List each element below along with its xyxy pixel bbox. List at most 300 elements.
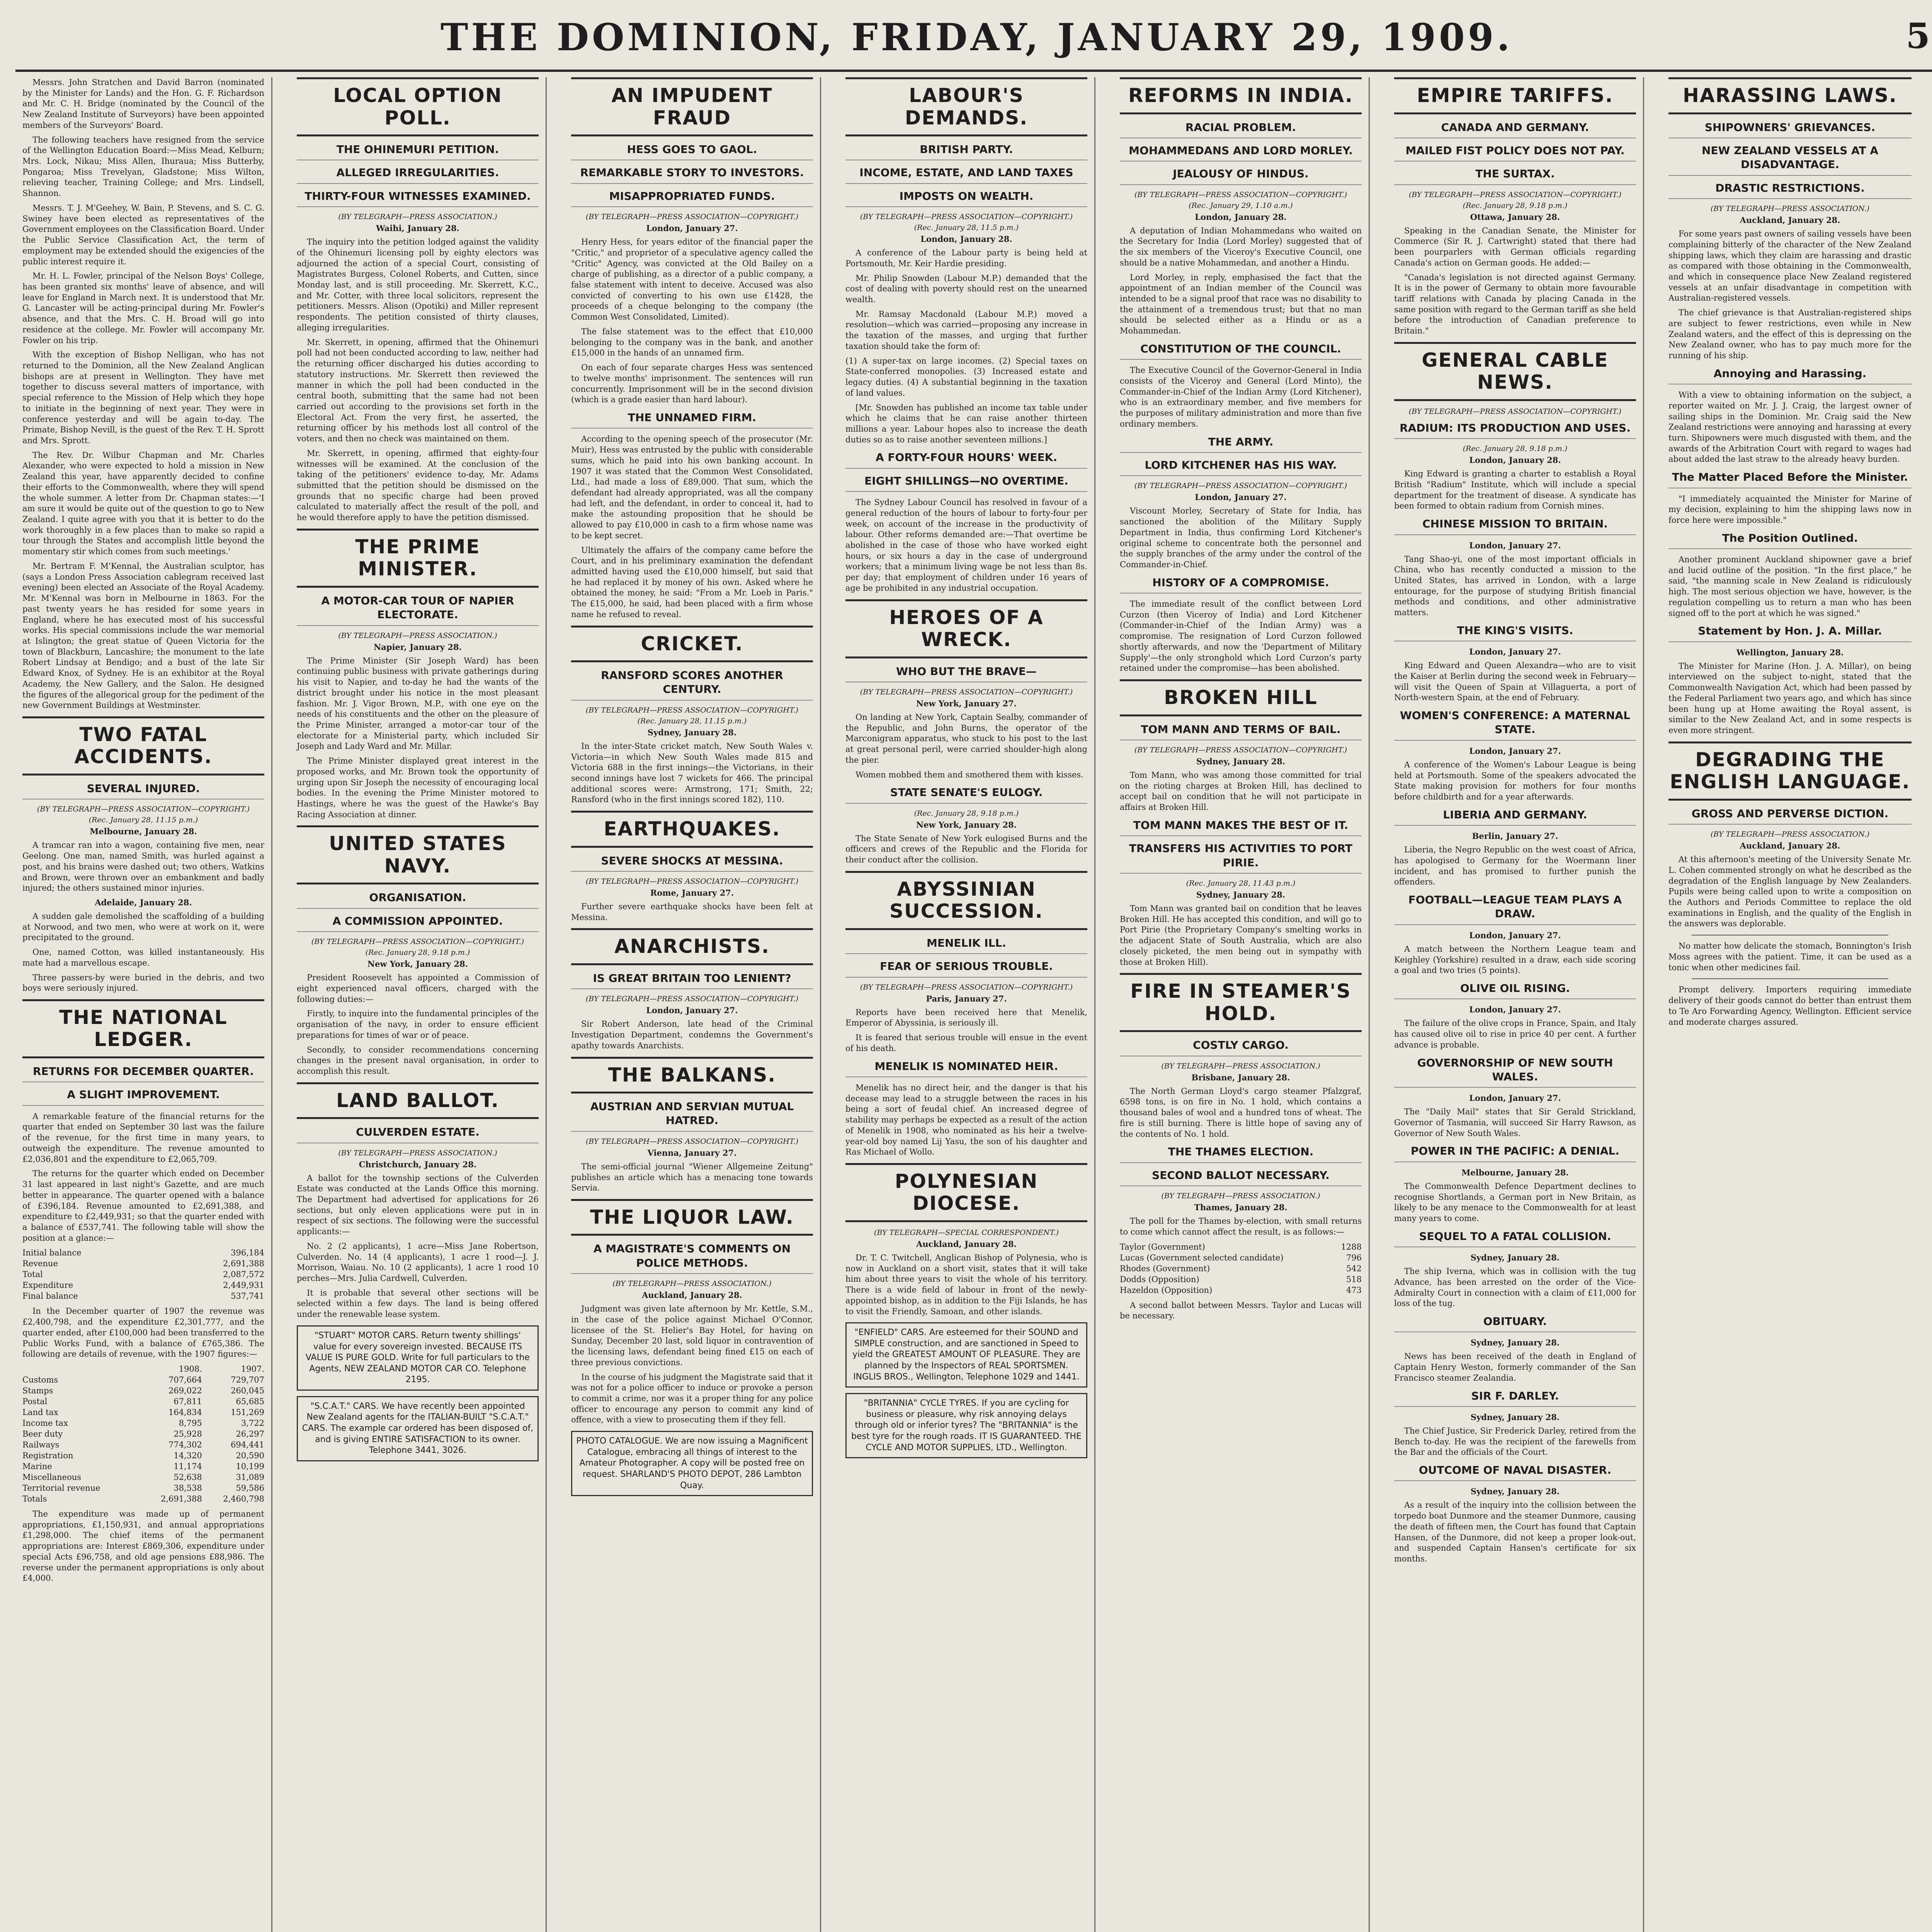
- byline: (BY TELEGRAPH—PRESS ASSOCIATION—COPYRIGHT.): [585, 706, 799, 714]
- dateline: Adelaide, January 28.: [95, 897, 192, 907]
- revenue-header-label: [22, 1364, 140, 1374]
- article-body: Mr. Skerrett, in opening, affirmed that eighty-four witnesses will be examined. At the conclusion of the taking of the petitioners' evidence to-day, Mr. Adams submitted that the petition should be dismissed on the grounds that no specific charge had been proved calculated to materially affect the result of the poll, and he would therefore apply to have the petition dismissed.: [297, 448, 539, 522]
- revenue-1908: 14,320: [173, 1451, 202, 1460]
- column-3: [564, 77, 821, 1932]
- byline: (BY TELEGRAPH—PRESS ASSOCIATION—COPYRIGHT.): [585, 877, 799, 886]
- column-4: [838, 77, 1095, 1932]
- dateline: Napier, January 28.: [374, 642, 462, 652]
- article-subheading: JEALOUSY OF HINDUS.: [1120, 167, 1362, 185]
- revenue-label: Postal: [22, 1396, 48, 1406]
- article-subheading: MISAPPROPRIATED FUNDS.: [571, 189, 813, 207]
- article-subheading: RACIAL PROBLEM.: [1120, 121, 1362, 138]
- dateline: Wellington, January 28.: [1736, 647, 1844, 657]
- revenue-1907: 729,707: [231, 1375, 264, 1384]
- article-subheading: SECOND BALLOT NECESSARY.: [1120, 1168, 1362, 1186]
- revenue-1907: 2,460,798: [223, 1494, 264, 1503]
- article-body: [Mr. Snowden has published an income tax table under which he claims that he can raise another thirteen millions a year. Labour hopes also to increase the death duties so as to raise another seventeen millions.]: [845, 403, 1087, 444]
- byline: (BY TELEGRAPH—PRESS ASSOCIATION.): [1710, 830, 1870, 839]
- table-row: [1120, 1285, 1362, 1296]
- revenue-label: Marine: [22, 1461, 52, 1471]
- dateline: Sydney, January 28.: [647, 727, 737, 737]
- article-body: Reports have been received here that Menelik, Emperor of Abyssinia, is seriously ill.: [845, 1007, 1087, 1028]
- news-paragraph: The following teachers have resigned from the service of the Wellington Education Board:—Miss Mead, Kelburn; Mrs. Lock, Nikau; Miss Allen, Ihuraua; Miss Butterby, Pongaroa; Miss Trevelyan, Gladstone; Miss Wilton, relieving teacher, Training College; and Mrs. Lindsell, Shannon.: [22, 135, 264, 198]
- news-paragraph: The Rev. Dr. Wilbur Chapman and Mr. Charles Alexander, who were expected to hold a mission in New Zealand this year, have apparently decided to confine their efforts to the Commonwealth, where they will spend the whole summer. A letter from Dr. Chapman states:—'I am sure it would be quite out of the question to go to New Zealand. I quite agree with you that it is better to do the work thoroughly in a few places than to make so rapid a tour through the States and accomplish little beyond the momentary stir which comes from such meetings.': [22, 450, 264, 556]
- table-row: [22, 1429, 264, 1439]
- article-body: Firstly, to inquire into the fundamental principles of the organisation of the navy, in order to ensure efficient preparations for times of war or of peace.: [297, 1009, 539, 1040]
- article-body: Menelik has no direct heir, and the danger is that his decease may lead to a struggle between the races in his being a sort of feudal chief. An increased degree of stability may perhaps be expected as a result of the action of Menelik in 1908, who nominated as his heir a twelve-year-old boy named Lij Yasu, the son of his daughter and Ras Michael of Wollo.: [845, 1083, 1087, 1157]
- article-body: Liberia, the Negro Republic on the west coast of Africa, has apologised to Germany for the Woermann liner incident, and has promised to further punish the offenders.: [1394, 845, 1636, 887]
- dateline: London, January 27.: [1469, 746, 1561, 756]
- byline: (BY TELEGRAPH—PRESS ASSOCIATION.): [1161, 1061, 1320, 1070]
- revenue-1907: 260,045: [231, 1386, 264, 1395]
- dateline: London, January 27.: [1469, 1005, 1561, 1015]
- candidate-votes: 518: [1346, 1274, 1362, 1284]
- byline: (BY TELEGRAPH—PRESS ASSOCIATION—COPYRIGHT.): [585, 995, 799, 1003]
- article-body: With a view to obtaining information on the subject, a reporter waited on Mr. J. J. Craig, the largest owner of sailing ships in the Dominion. Mr. Craig said the New Zealand restrictions were annoying and harassing at every turn. Shipowners were much disgusted with them, and the awards of the Arbitration Court with regard to wages had about added the last straw to the already heavy burden.: [1668, 390, 1912, 464]
- advertisement: "S.C.A.T." CARS. We have recently been appointed New Zealand agents for the ITALIAN-BUILT "S.C.A.T." CARS. The example car ordered has been disposed of, and is giving ENTIRE SATISFACTION to its owner. Telephone 3441, 3026.: [297, 1396, 539, 1461]
- revenue-label: Totals: [22, 1494, 47, 1503]
- article-subheading: THE UNNAMED FIRM.: [571, 411, 813, 429]
- article-headline: GENERAL CABLE NEWS.: [1394, 342, 1636, 401]
- article-subheading: SEQUEL TO A FATAL COLLISION.: [1394, 1230, 1636, 1247]
- article-body: A conference of the Labour party is being held at Portsmouth, Mr. Keir Hardie presiding.: [845, 248, 1087, 268]
- article-body: The failure of the olive crops in France, Spain, and Italy has caused olive oil to rise in price 40 per cent. A further advance is probable.: [1394, 1019, 1636, 1049]
- article-subheading: The Position Outlined.: [1668, 531, 1912, 549]
- dateline: London, January 27.: [646, 1005, 738, 1015]
- column-1: [15, 77, 272, 1932]
- revenue-label: Stamps: [22, 1386, 53, 1395]
- article-body: Three passers-by were buried in the debris, and two boys were seriously injured.: [22, 973, 264, 993]
- ledger-table: [22, 1247, 264, 1301]
- article-subheading: ORGANISATION.: [297, 891, 539, 908]
- byline: (BY TELEGRAPH—PRESS ASSOCIATION.): [1161, 1192, 1320, 1201]
- article-body: The inquiry into the petition lodged against the validity of the Ohinemuri licensing poll by eighty electors was adjourned the action of a special Court, consisting of Magistrates Burgess, Colonel Roberts, and Cutten, since Monday last, and is still proceeding. Mr. Skerrett, K.C., and Mr. Cotter, with three local solicitors, represent the petitioners. Messrs. Alison (Opotiki) and Miller represent respondents. The petition consisted of thirty clauses, alleging irregularities.: [297, 237, 539, 332]
- byline: (BY TELEGRAPH—PRESS ASSOCIATION.): [338, 1148, 497, 1157]
- article-body: Sir Robert Anderson, late head of the Criminal Investigation Department, condemns the Government's apathy towards Anarchists.: [571, 1019, 813, 1050]
- revenue-1908: 269,022: [168, 1386, 202, 1395]
- article-subheading: LORD KITCHENER HAS HIS WAY.: [1120, 458, 1362, 476]
- dateline: London, January 28.: [1195, 212, 1287, 222]
- byline: (BY TELEGRAPH—PRESS ASSOCIATION—COPYRIGHT.): [585, 213, 799, 221]
- byline: (BY TELEGRAPH—PRESS ASSOCIATION—COPYRIGHT.): [1134, 481, 1347, 490]
- column-7: [1662, 77, 1918, 1932]
- article-body: According to the opening speech of the prosecutor (Mr. Muir), Hess was entrusted by the public with considerable sums, which he paid into his own banking account. In 1907 it was stated that the Common West Consolidated, Ltd., had made a loss of £89,000. That sum, which the defendant had already appropriated, was all the company had left, and the defendant, in order to conceal it, had to make the astounding proposition that he should be allowed to pay £10,000 in cash to a firm whose name was to be kept secret.: [571, 434, 813, 540]
- article-subheading: THIRTY-FOUR WITNESSES EXAMINED.: [297, 189, 539, 207]
- revenue-label: Land tax: [22, 1407, 58, 1417]
- article-body: A remarkable feature of the financial returns for the quarter that ended on September 30 last was the failure of the revenue, for the first time in many years, to outweigh the expenditure. The revenue amounted to £2,036,801 and the expenditure to £2,065,709.: [22, 1111, 264, 1164]
- article-subheading: BRITISH PARTY.: [845, 143, 1087, 160]
- article-body: The Chief Justice, Sir Frederick Darley, retired from the Bench to-day. He was the recipient of the farewells from the Bar and the officials of the Court.: [1394, 1426, 1636, 1457]
- revenue-1907: 59,586: [236, 1483, 264, 1493]
- article-subheading: DRASTIC RESTRICTIONS.: [1668, 181, 1912, 199]
- article-body: Speaking in the Canadian Senate, the Minister for Commerce (Sir R. J. Cartwright) stated that there had been pourparlers with German officials regarding Canada's action on German goods. He added:—: [1394, 226, 1636, 267]
- candidate-name: Rhodes (Government): [1120, 1264, 1210, 1273]
- table-row: [1120, 1274, 1362, 1285]
- article-body: Secondly, to consider recommendations concerning changes in the present naval organisation, in order to accomplish this result.: [297, 1045, 539, 1076]
- article-body: The State Senate of New York eulogised Burns and the officers and crews of the Republic and the Florida for their conduct after the collision.: [845, 833, 1087, 865]
- article-subheading: EIGHT SHILLINGS—NO OVERTIME.: [845, 474, 1087, 492]
- byline: (BY TELEGRAPH—PRESS ASSOCIATION—COPYRIGHT.): [311, 937, 524, 946]
- article-headline: THE PRIME MINISTER.: [297, 529, 539, 588]
- article-subheading: WHO BUT THE BRAVE—: [845, 665, 1087, 682]
- revenue-1908: 67,811: [173, 1396, 202, 1406]
- article-subheading: CANADA AND GERMANY.: [1394, 121, 1636, 138]
- article-subheading: RADIUM: ITS PRODUCTION AND USES.: [1394, 421, 1636, 439]
- ledger-label: Total: [22, 1270, 43, 1279]
- article-subheading: FEAR OF SERIOUS TROUBLE.: [845, 959, 1087, 977]
- article-headline: HEROES OF A WRECK.: [845, 599, 1087, 658]
- article-body: The false statement was to the effect that £10,000 belonging to the company was in the bank, and another £15,000 in the hands of an unnamed firm.: [571, 327, 813, 358]
- article-headline: CRICKET.: [571, 626, 813, 663]
- revenue-1907: 151,269: [231, 1407, 264, 1417]
- revenue-1908: 38,538: [173, 1483, 202, 1493]
- received-time: (Rec. January 28, 11.5 p.m.): [914, 223, 1019, 232]
- news-paragraph: Messrs. T. J. M'Geehey, W. Bain, P. Stevens, and S. C. G. Swiney have been elected as representatives of the Government employees on the Classification Board. Under the Public Service Classification Act, the term of employment may be extended should the exigencies of the public interest require it.: [22, 203, 264, 266]
- dateline: New York, January 28.: [916, 820, 1017, 830]
- column-6: [1387, 77, 1644, 1932]
- dateline: London, January 27.: [646, 223, 738, 233]
- byline: (BY TELEGRAPH—PRESS ASSOCIATION.): [612, 1279, 772, 1288]
- revenue-1907: 31,089: [236, 1472, 264, 1482]
- article-body: On landing at New York, Captain Sealby, commander of the Republic, and John Burns, the operator of the Marconigram apparatus, who stuck to his post to the last at great personal peril, were carried shoulder-high along the pier.: [845, 713, 1087, 765]
- article-body: Mr. Skerrett, in opening, affirmed that the Ohinemuri poll had not been conducted according to law, neither had the returning officer discharged his duties according to statutory instructions. Mr. Skerrett then reviewed the manner in which the poll had been conducted in the central booth, submitting that the same had not been carried out according to the provisions set forth in the Electoral Act. From the very first, he asserted, the returning officer by his methods lost all control of the voters, and then no check was maintained on them.: [297, 337, 539, 444]
- article-subheading: TRANSFERS HIS ACTIVITIES TO PORT PIRIE.: [1120, 842, 1362, 874]
- article-subheading: MAILED FIST POLICY DOES NOT PAY.: [1394, 144, 1636, 162]
- revenue-label: Registration: [22, 1451, 73, 1460]
- article-body: The ship Iverna, which was in collision with the tug Advance, has been arrested on the order of the Vice-Admiralty Court in connection with a claim of £11,000 for loss of the tug.: [1394, 1267, 1636, 1308]
- article-body: The semi-official journal "Wiener Allgemeine Zeitung" publishes an article which has a menacing tone towards Servia.: [571, 1162, 813, 1193]
- article-headline: THE NATIONAL LEDGER.: [22, 999, 264, 1058]
- article-body: One, named Cotton, was killed instantaneously. His mate had a marvellous escape.: [22, 947, 264, 968]
- table-row: [22, 1396, 264, 1407]
- byline: (BY TELEGRAPH—PRESS ASSOCIATION—COPYRIGHT.): [860, 983, 1073, 992]
- article-headline: AN IMPUDENT FRAUD: [571, 77, 813, 136]
- article-list: (1) A super-tax on large incomes. (2) Special taxes on State-conferred monopolies. (3) Increased estate and legacy duties. (4) A substantial beginning in the taxation of land values.: [845, 356, 1087, 398]
- article-headline: THE BALKANS.: [571, 1057, 813, 1094]
- dateline: London, January 27.: [1195, 492, 1287, 502]
- ledger-value: 396,184: [231, 1248, 264, 1258]
- ledger-value: 2,087,572: [223, 1270, 264, 1279]
- article-body: As a result of the inquiry into the collision between the torpedo boat Dunmore and the steamer Dunmore, causing the death of fifteen men, the Court has found that Captain Hansen, of the Dunmore, did not keep a proper look-out, and suspended Captain Hansen's certificate for six months.: [1394, 1500, 1636, 1564]
- revenue-1908: 25,928: [173, 1429, 202, 1439]
- byline: (BY TELEGRAPH—PRESS ASSOCIATION.): [1710, 204, 1870, 213]
- column-2: [290, 77, 547, 1932]
- byline: (BY TELEGRAPH—PRESS ASSOCIATION—COPYRIGHT.): [37, 805, 250, 814]
- revenue-1908: 52,638: [173, 1472, 202, 1482]
- article-body: Dr. T. C. Twitchell, Anglican Bishop of Polynesia, who is now in Auckland on a short visit, states that it will take him about three years to visit the whole of his territory. There is a wide field of labour in front of the newly-appointed bishop, as in addition to the Fiji Islands, he has to visit the Friendly, Samoan, and other islands.: [845, 1253, 1087, 1316]
- revenue-label: Customs: [22, 1375, 58, 1384]
- article-subheading: HESS GOES TO GAOL.: [571, 143, 813, 160]
- article-subheading: MENELIK IS NOMINATED HEIR.: [845, 1060, 1087, 1077]
- table-row: [22, 1450, 264, 1461]
- revenue-1907: 694,441: [231, 1440, 264, 1449]
- table-row: [22, 1291, 264, 1301]
- article-subheading: STATE SENATE'S EULOGY.: [845, 786, 1087, 803]
- article-subheading: THE SURTAX.: [1394, 167, 1636, 185]
- article-body: At this afternoon's meeting of the University Senate Mr. L. Cohen commented strongly on what he described as the degradation of the English language by New Zealanders. Pupils were being called upon to write a composition on the Authors and Periods Committee to replace the old examinations in English, and the quality of the English in the answers was deplorable.: [1668, 855, 1912, 929]
- article-subheading: Annoying and Harassing.: [1668, 367, 1912, 384]
- table-row: [22, 1472, 264, 1483]
- article-subheading: The Matter Placed Before the Minister.: [1668, 470, 1912, 488]
- advertisement: PHOTO CATALOGUE. We are now issuing a Magnificent Catalogue, embracing all things of interest to the Amateur Photographer. A copy will be posted free on request. SHARLAND'S PHOTO DEPOT, 286 Lambton Quay.: [571, 1431, 813, 1496]
- article-body: Mr. Philip Snowden (Labour M.P.) demanded that the cost of dealing with poverty should rest on the unearned wealth.: [845, 273, 1087, 304]
- article-body: The returns for the quarter which ended on December 31 last appeared in last night's Gazette, and are much better in appearance. The quarter opened with a balance of £396,184. Revenue amounted to £2,691,388, and expenditure to £2,449,931; so that the quarter ended with a balance of £537,741. The following table will show the position at a glance:—: [22, 1169, 264, 1243]
- byline: (BY TELEGRAPH—PRESS ASSOCIATION.): [338, 213, 497, 221]
- article-headline: EARTHQUAKES.: [571, 811, 813, 848]
- ledger-label: Final balance: [22, 1291, 78, 1301]
- dateline: Sydney, January 28.: [1470, 1253, 1560, 1263]
- article-headline: LOCAL OPTION POLL.: [297, 77, 539, 136]
- revenue-header-1907: 1907.: [241, 1364, 264, 1374]
- dateline: London, January 27.: [1469, 647, 1561, 657]
- article-body: Tang Shao-yi, one of the most important officials in China, who has recently conducted a mission to the United States, has arrived in London, with a large entourage, for the purpose of studying British financial methods and conditions, and other administrative matters.: [1394, 554, 1636, 617]
- article-subheading: GROSS AND PERVERSE DICTION.: [1668, 807, 1912, 825]
- dateline: Auckland, January 28.: [1740, 215, 1840, 225]
- byline: (BY TELEGRAPH—PRESS ASSOCIATION—COPYRIGHT.): [860, 213, 1073, 221]
- received-time: (Rec. January 28, 11.15 p.m.): [637, 716, 747, 725]
- dateline: Auckland, January 28.: [1740, 841, 1840, 851]
- candidate-name: Lucas (Government selected candidate): [1120, 1253, 1284, 1262]
- dateline: London, January 27.: [1469, 1093, 1561, 1103]
- article-subheading: LIBERIA AND GERMANY.: [1394, 808, 1636, 826]
- article-headline: ANARCHISTS.: [571, 928, 813, 965]
- dateline: Sydney, January 28.: [1470, 1486, 1560, 1497]
- candidate-name: Hazeldon (Opposition): [1120, 1285, 1213, 1295]
- article-body: King Edward is granting a charter to establish a Royal British "Radium" Institute, which will include a special department for the treatment of disease. A syndicate has been formed to obtain radium from Cornish mines.: [1394, 469, 1636, 511]
- article-subheading: OLIVE OIL RISING.: [1394, 981, 1636, 999]
- article-body: A match between the Northern League team and Keighley (Yorkshire) resulted in a draw, each side scoring a goal and two tries (5 points).: [1394, 944, 1636, 975]
- table-row: [22, 1258, 264, 1269]
- table-row: [1120, 1263, 1362, 1274]
- article-headline: DEGRADING THE ENGLISH LANGUAGE.: [1668, 742, 1912, 801]
- table-row: [22, 1483, 264, 1493]
- table-row: [22, 1407, 264, 1418]
- article-subheading: IMPOSTS ON WEALTH.: [845, 189, 1087, 207]
- article-body: No. 2 (2 applicants), 1 acre—Miss Jane Robertson, Culverden. No. 14 (4 applicants), 1 acre 1 rood—J. J. Morrison, Waiau. No. 10 (2 applicants), 1 acre 1 rood 10 perches—Mrs. Julia Cardwell, Culverden.: [297, 1241, 539, 1283]
- candidate-votes: 796: [1346, 1253, 1362, 1262]
- article-subheading: REMARKABLE STORY TO INVESTORS.: [571, 166, 813, 184]
- article-body: News has been received of the death in England of Captain Henry Weston, formerly commander of the San Francisco steamer Zealandia.: [1394, 1352, 1636, 1383]
- article-subheading: THE THAMES ELECTION.: [1120, 1145, 1362, 1163]
- article-subheading: MOHAMMEDANS AND LORD MORLEY.: [1120, 144, 1362, 162]
- ledger-value: 2,691,388: [223, 1259, 264, 1269]
- article-subheading: SEVERAL INJURED.: [22, 782, 264, 799]
- page-number: 5: [1906, 15, 1930, 56]
- article-subheading: HISTORY OF A COMPROMISE.: [1120, 576, 1362, 594]
- article-subheading: TOM MANN MAKES THE BEST OF IT.: [1120, 818, 1362, 836]
- dateline: Sydney, January 28.: [1470, 1412, 1560, 1422]
- article-body: King Edward and Queen Alexandra—who are to visit the Kaiser at Berlin during the second week in February—will visit the Queen of Spain at Villaguerta, a port of North-western Spain, at the end of February.: [1394, 661, 1636, 702]
- divider: [1692, 978, 1888, 979]
- article-subheading: CULVERDEN ESTATE.: [297, 1125, 539, 1143]
- article-subheading: A SLIGHT IMPROVEMENT.: [22, 1088, 264, 1105]
- article-subheading: OUTCOME OF NAVAL DISASTER.: [1394, 1463, 1636, 1481]
- revenue-1907: 65,685: [236, 1396, 264, 1406]
- article-body: Viscount Morley, Secretary of State for India, has sanctioned the abolition of the Military Supply Department in India, thus confirming Lord Kitchener's original scheme to concentrate both the personnel and the supply branches of the army under the control of the Commander-in-Chief.: [1120, 506, 1362, 569]
- table-row: [22, 1439, 264, 1450]
- table-row: [22, 1493, 264, 1504]
- article-subheading: WOMEN'S CONFERENCE: A MATERNAL STATE.: [1394, 709, 1636, 741]
- article-body: President Roosevelt has appointed a Commission of eight experienced naval officers, charged with the following duties:—: [297, 973, 539, 1004]
- received-time: (Rec. January 28, 11.15 p.m.): [88, 816, 198, 825]
- article-headline: FIRE IN STEAMER'S HOLD.: [1120, 973, 1362, 1032]
- article-body: Tom Mann, who was among those committed for trial on the rioting charges at Broken Hill, has declined to accept bail on condition that he will not participate in affairs at Broken Hill.: [1120, 770, 1362, 812]
- article-subheading: SIR F. DARLEY.: [1394, 1389, 1636, 1407]
- article-body: In the December quarter of 1907 the revenue was £2,400,798, and the expenditure £2,301,777, and the quarter ended, after £100,000 had been transferred to the Public Works Fund, with a balance of £765,386. The following are details of revenue, with the 1907 figures:—: [22, 1306, 264, 1359]
- advertisement: "STUART" MOTOR CARS. Return twenty shillings' value for every sovereign invested. BECAUSE ITS VALUE IS PURE GOLD. Write for full particulars to the Agents, NEW ZEALAND MOTOR CAR CO. Telephone 2195.: [297, 1325, 539, 1391]
- article-subheading: THE OHINEMURI PETITION.: [297, 143, 539, 160]
- ledger-value: 537,741: [231, 1291, 264, 1301]
- article-body: The Minister for Marine (Hon. J. A. Millar), on being interviewed on the subject to-night, stated that the Commonwealth Navigation Act, which had been passed by the Federal Parliament two years ago, and which has since been hung up at Home awaiting the Royal assent, is similar to the New Zealand Act, and in some respects is even more stringent.: [1668, 661, 1912, 735]
- revenue-1907: 20,590: [236, 1451, 264, 1460]
- revenue-1907: 3,722: [241, 1418, 264, 1428]
- article-body: The chief grievance is that Australian-registered ships are subject to fewer restrictions, even while in New Zealand waters, and the effect of this is depressing on the New Zealand owner, who has to pay much more for the running of his ship.: [1668, 308, 1912, 360]
- revenue-1907: 26,297: [236, 1429, 264, 1439]
- article-subheading: A COMMISSION APPOINTED.: [297, 914, 539, 932]
- news-paragraph: Mr. Bertram F. M'Kennal, the Australian sculptor, has (says a London Press Association cablegram received last evening) been elected an Associate of the Royal Academy. Mr. M'Kennal was born in Melbourne in 1863. For the past twenty years he has resided for some years in England, where he has executed most of his successful works. His special commissions include the war memorial at Islington; the great statue of Queen Victoria for the town of Blackburn, Lancashire; the monument to the late Robert Lindsay at Bendigo; and a bust of the late Sir Edward Knox, of Sydney. He is an exhibitor at the Royal Academy, the New Gallery, and the Salon. He designed the figures of the allegorical group for the pediment of the new Government Buildings at Westminster.: [22, 561, 264, 710]
- article-subheading: GOVERNORSHIP OF NEW SOUTH WALES.: [1394, 1056, 1636, 1088]
- article-body: "I immediately acquainted the Minister for Marine of my decision, explaining to him the shipping laws now in force here were impossible.": [1668, 494, 1912, 525]
- revenue-label: Miscellaneous: [22, 1472, 82, 1482]
- dateline: Berlin, January 27.: [1472, 831, 1558, 841]
- dateline: Ottawa, January 28.: [1470, 212, 1560, 222]
- article-headline: POLYNESIAN DIOCESE.: [845, 1163, 1087, 1222]
- dateline: Sydney, January 28.: [1196, 756, 1286, 766]
- table-row: [22, 1374, 264, 1385]
- dateline: London, January 28.: [1469, 455, 1561, 465]
- article-body: In the course of his judgment the Magistrate said that it was not for a police officer to induce or provoke a person to commit a crime, nor was it a proper thing for any police officer to encourage any person to commit any kind of offence, with a view to prosecuting them if they fell.: [571, 1372, 813, 1425]
- article-subheading: INCOME, ESTATE, AND LAND TAXES: [845, 166, 1087, 184]
- article-subheading: SEVERE SHOCKS AT MESSINA.: [571, 854, 813, 872]
- article-subheading: IS GREAT BRITAIN TOO LENIENT?: [571, 971, 813, 989]
- revenue-1908: 8,795: [179, 1418, 202, 1428]
- article-subheading: Statement by Hon. J. A. Millar.: [1668, 624, 1912, 642]
- byline: (BY TELEGRAPH—PRESS ASSOCIATION—COPYRIGHT.): [1408, 407, 1622, 416]
- table-row: [22, 1385, 264, 1396]
- revenue-1907: 10,199: [236, 1461, 264, 1471]
- byline: (BY TELEGRAPH—PRESS ASSOCIATION—COPYRIGHT.): [860, 688, 1073, 697]
- dateline: London, January 28.: [920, 234, 1012, 244]
- table-row: [22, 1247, 264, 1258]
- dateline: Sydney, January 28.: [1470, 1338, 1560, 1348]
- byline: (BY TELEGRAPH—SPECIAL CORRESPONDENT.): [874, 1228, 1059, 1237]
- article-subheading: A MOTOR-CAR TOUR OF NAPIER ELECTORATE.: [297, 594, 539, 626]
- masthead-title: THE DOMINION, FRIDAY, JANUARY 29, 1909.: [440, 15, 1513, 59]
- table-row: [22, 1461, 264, 1472]
- article-body: Women mobbed them and smothered them with kisses.: [855, 770, 1083, 779]
- revenue-1908: 11,174: [173, 1461, 202, 1471]
- received-time: (Rec. January 29, 1.10 a.m.): [1189, 201, 1293, 210]
- article-body: A second ballot between Messrs. Taylor and Lucas will be necessary.: [1120, 1300, 1362, 1321]
- article-body: Mr. Ramsay Macdonald (Labour M.P.) moved a resolution—which was carried—proposing any increase in the taxation of the masses, and urging that further taxation should take the form of:: [845, 309, 1087, 351]
- article-subheading: AUSTRIAN AND SERVIAN MUTUAL HATRED.: [571, 1100, 813, 1132]
- article-body: Henry Hess, for years editor of the financial paper the "Critic," and proprietor of a speculative agency called the "Critic" Agency, was convicted at the Old Bailey on a charge of publishing, as a director of a public company, a false statement with intent to deceive. Accused was also convicted of converting to his own use £1428, the proceeds of a cheque belonging to the company (the Common West Consolidated, Limited).: [571, 237, 813, 322]
- advertisement: "ENFIELD" CARS. Are esteemed for their SOUND and SIMPLE construction, and are sanctioned in Speed to yield the GREATEST AMOUNT OF PLEASURE. They are planned by the Inspectors of REAL SPORTSMEN. INGLIS BROS., Wellington, Telephone 1029 and 1441.: [845, 1322, 1087, 1388]
- article-subheading: CONSTITUTION OF THE COUNCIL.: [1120, 342, 1362, 360]
- article-body: A sudden gale demolished the scaffolding of a building at Norwood, and two men, who were at work on it, were precipitated to the ground.: [22, 911, 264, 942]
- revenue-1908: 164,834: [168, 1407, 202, 1417]
- article-headline: ABYSSINIAN SUCCESSION.: [845, 871, 1087, 930]
- dateline: Waihi, January 28.: [376, 223, 459, 233]
- article-subheading: NEW ZEALAND VESSELS AT A DISADVANTAGE.: [1668, 144, 1912, 176]
- byline: (BY TELEGRAPH—PRESS ASSOCIATION—COPYRIGHT.): [1134, 190, 1347, 199]
- article-body: In the inter-State cricket match, New South Wales v. Victoria—in which New South Wales made 815 and Victoria 688 in the first innings—the Victorians, in their second innings have lost 7 wickets for 466. The principal additional scores were: Armstrong, 171; Smith, 22; Ransford (who in the first innings scored 182), 110.: [571, 741, 813, 804]
- article-body: Another prominent Auckland shipowner gave a brief and lucid outline of the position. "In the first place," he said, "the manning scale in New Zealand is ridiculously high. The most serious objection we have, however, is the regulation compelling us to return a man who has been signed off to the port at which he was signed.": [1668, 555, 1912, 618]
- revenue-1908: 707,664: [168, 1375, 202, 1384]
- article-subheading: A FORTY-FOUR HOURS' WEEK.: [845, 451, 1087, 468]
- article-headline: TWO FATAL ACCIDENTS.: [22, 716, 264, 776]
- byline: (BY TELEGRAPH—PRESS ASSOCIATION—COPYRIGHT.): [1134, 745, 1347, 754]
- article-body: Judgment was given late afternoon by Mr. Kettle, S.M., in the case of the police against Michael O'Connor, licensee of the St. Helier's Bay Hotel, for having on Sunday, December 20 last, sold liquor in contravention of the licensing laws, defendant being fined £15 on each of three previous convictions.: [571, 1304, 813, 1367]
- byline: (BY TELEGRAPH—PRESS ASSOCIATION—COPYRIGHT.): [585, 1137, 799, 1146]
- article-body: It is feared that serious trouble will ensue in the event of his death.: [845, 1033, 1087, 1053]
- article-body: Tom Mann was granted bail on condition that he leaves Broken Hill. He has accepted this condition, and will go to Port Pirie (the Proprietary Company's smelting works in the adjacent State of South Australia, which are also closely picketed, the men being out in sympathy with those at Broken Hill).: [1120, 904, 1362, 967]
- received-time: (Rec. January 28, 9.18 p.m.): [365, 948, 470, 957]
- article-subheading: RANSFORD SCORES ANOTHER CENTURY.: [571, 668, 813, 701]
- article-body: Lord Morley, in reply, emphasised the fact that the appointment of an Indian member of the Council was intended to be a signal proof that race was no disability to the attainment of a tremendous trust; but that no man should be selected either as a Hindu or as a Mohammedan.: [1120, 272, 1362, 336]
- ledger-label: Initial balance: [22, 1248, 82, 1258]
- article-subheading: FOOTBALL—LEAGUE TEAM PLAYS A DRAW.: [1394, 893, 1636, 925]
- candidate-votes: 542: [1346, 1264, 1362, 1273]
- ledger-value: 2,449,931: [223, 1281, 264, 1290]
- article-headline: BROKEN HILL: [1120, 679, 1362, 716]
- byline: (BY TELEGRAPH—PRESS ASSOCIATION.): [338, 631, 497, 640]
- column-5: [1113, 77, 1370, 1932]
- ledger-label: Revenue: [22, 1259, 58, 1269]
- dateline: Auckland, January 28.: [642, 1290, 742, 1300]
- article-body: A deputation of Indian Mohammedans who waited on the Secretary for India (Lord Morley) suggested that of the six members of the Viceroy's Executive Council, one should be a native Mohammedan, and another a Hindu.: [1120, 226, 1362, 267]
- news-paragraph: Messrs. John Stratchen and David Barron (nominated by the Minister for Lands) and the Hon. G. F. Richardson and Mr. C. H. Bridge (nominated by the Council of the New Zealand Institute of Surveyors) have been appointed members of the Surveyors' Board.: [22, 78, 264, 130]
- article-body: The Executive Council of the Governor-General in India consists of the Viceroy and General (Lord Minto), the Commander-in-Chief of the Indian Army (Lord Kitchener), who is an extraordinary member, and five members for the purposes of military administration and more than five ordinary members.: [1120, 366, 1362, 429]
- dateline: Sydney, January 28.: [1196, 890, 1286, 900]
- revenue-label: Railways: [22, 1440, 60, 1449]
- article-subheading: MENELIK ILL.: [845, 936, 1087, 954]
- dateline: Thames, January 28.: [1194, 1202, 1287, 1213]
- table-row: [22, 1280, 264, 1291]
- received-time: (Rec. January 28, 9.18 p.m.): [1463, 444, 1568, 453]
- dateline: Melbourne, January 28.: [1461, 1167, 1569, 1177]
- candidate-name: Taylor (Government): [1120, 1242, 1205, 1252]
- dateline: London, January 27.: [1469, 540, 1561, 550]
- article-subheading: ALLEGED IRREGULARITIES.: [297, 166, 539, 184]
- advertisement: Prompt delivery. Importers requiring immediate delivery of their goods cannot do better than entrust them to Te Aro Forwarding Agency, Wellington. Efficient service and moderate charges assured.: [1668, 985, 1912, 1027]
- table-row: [22, 1269, 264, 1280]
- article-body: The Prime Minister displayed great interest in the proposed works, and Mr. Brown took the opportunity of urging upon Sir Joseph the necessity of encouraging local bodies. In the evening the Prime Minister motored to Hastings, where he was the guest of the Hawke's Bay Racing Association at dinner.: [297, 756, 539, 819]
- dateline: Christchurch, January 28.: [359, 1159, 477, 1169]
- advertisement: "BRITANNIA" CYCLE TYRES. If you are cycling for business or pleasure, why risk annoying delays through old or inferior tyres? The "BRITANNIA" is the best tyre for the rough roads. IT IS GUARANTEED. THE CYCLE AND MOTOR SUPPLIES, LTD., Wellington.: [845, 1393, 1087, 1458]
- article-body: Ultimately the affairs of the company came before the Court, and in his preliminary examination the defendant admitted having used the £10,000 himself, but said that he had replaced it by money of his own. Asked where he obtained the money, he said: "From a Mr. Loeb in Paris." The £15,000, he said, had been placed with a firm whose name he refused to reveal.: [571, 545, 813, 619]
- dateline: Paris, January 27.: [926, 993, 1007, 1003]
- article-body: The poll for the Thames by-election, with small returns to come which cannot affect the result, is as follows:—: [1120, 1216, 1362, 1236]
- article-subheading: RETURNS FOR DECEMBER QUARTER.: [22, 1065, 264, 1082]
- revenue-1908: 2,691,388: [161, 1494, 202, 1503]
- dateline: New York, January 27.: [916, 699, 1017, 709]
- article-body: The expenditure was made up of permanent appropriations, £1,150,931, and annual appropriations £1,298,000. The chief items of the permanent appropriations are: Interest £869,306, expenditure under special Acts £96,758, and old age pensions £88,986. The reverse under the permanent appropriations is only about £4,000.: [22, 1509, 264, 1583]
- news-paragraph: With the exception of Bishop Nelligan, who has not returned to the Dominion, all the New Zealand Anglican bishops are at present in Wellington. They have met together to discuss several matters of importance, with special reference to the Mission of Help which they hope to initiate in the beginning of next year. They were in conference yesterday and will be again to-day. The Primate, Bishop Nevill, is the guest of the Rev. T. H. Sprott and Mrs. Sprott.: [22, 350, 264, 445]
- dateline: Rome, January 27.: [650, 888, 734, 898]
- article-subheading: CHINESE MISSION TO BRITAIN.: [1394, 517, 1636, 535]
- article-body: The Prime Minister (Sir Joseph Ward) has been continuing public business with private gatherings during his visit to Napier, and to-day he had the wants of the district brought under his notice in the most pleasant fashion. Mr. J. Vigor Brown, M.P., with one eye on the needs of his constituents and the other on the pleasure of the Prime Minister, arranged a motor-car tour of the electorate for a Ministerial party, which included Sir Joseph and Lady Ward and Mr. Millar.: [297, 656, 539, 751]
- received-time: (Rec. January 28, 9.18 p.m.): [1463, 201, 1568, 210]
- dateline: Brisbane, January 28.: [1191, 1072, 1290, 1082]
- article-body: A ballot for the township sections of the Culverden Estate was conducted at the Lands Office this morning. The Department had advertised for applications for 26 sections, but only eleven applications were put in in respect of six sections. The following were the successful applicants:—: [297, 1173, 539, 1236]
- article-subheading: THE KING'S VISITS.: [1394, 624, 1636, 641]
- article-headline: THE LIQUOR LAW.: [571, 1199, 813, 1236]
- table-row: [1120, 1252, 1362, 1263]
- article-subheading: THE ARMY.: [1120, 435, 1362, 453]
- article-body: A conference of the Women's Labour League is being held at Portsmouth. Some of the speakers advocated the State making provision for mothers for four months before childbirth and for a year afterwards.: [1394, 760, 1636, 802]
- poll-table: [1120, 1242, 1362, 1296]
